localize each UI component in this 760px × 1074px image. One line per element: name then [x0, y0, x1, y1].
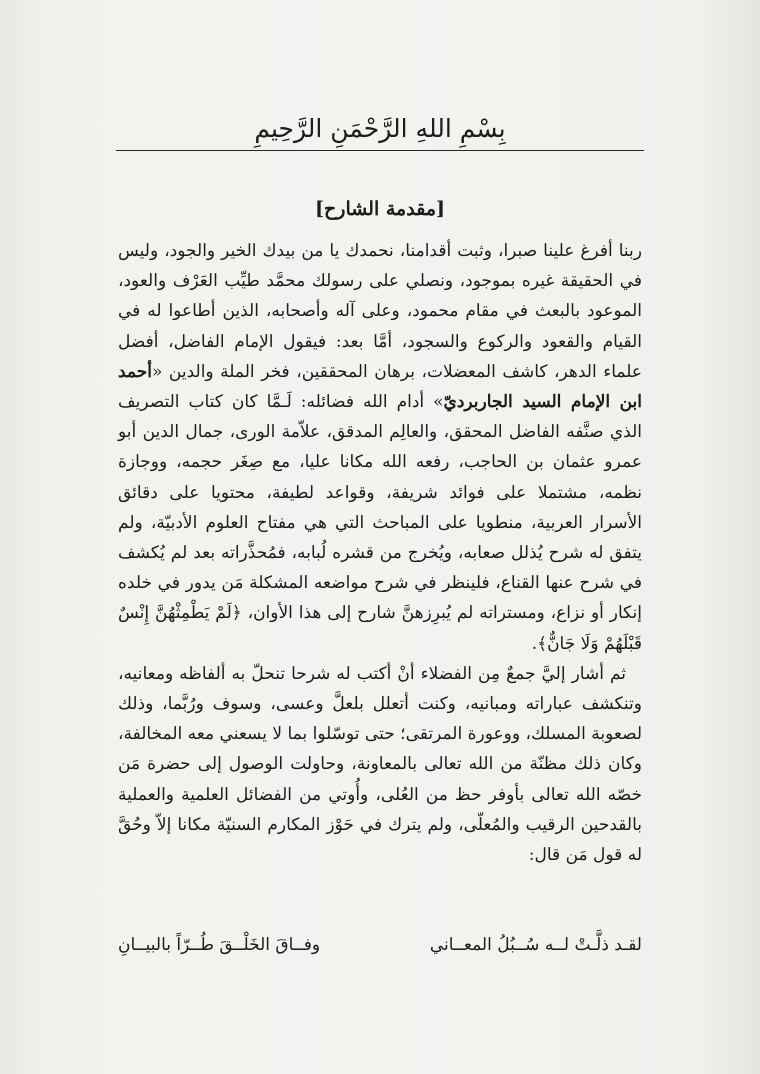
poetry-verse — [118, 930, 642, 960]
quran-quote: ﴿لَمْ يَطْمِثْهُنَّ إِنْسٌ قَبْلَهُمْ وَلَا جَانٌّ﴾ — [118, 603, 642, 654]
body-text — [118, 236, 642, 870]
header-rule — [116, 150, 644, 151]
verse-second-hemistich: وفــاقَ الخَلْــقَ طُــرّاً بالبيــانِ — [118, 935, 321, 955]
paragraph-1-part-1: ربنا أفرغ علينا صبرا، وثبت أقدامنا، نحمدك يا من بيدك الخير والجود، وليس في الحقيقة غيره بموجود، ونصلي على رسولك محمَّد طيِّب العَرْف والعود، الموعود بالبعث في مقام محمود، وعلى آله وأصحابه، الذين أطاعوا له في القيام والقعود والركوع والسجود، أمَّا بعد: فيقول الإمام الفاضل، أفضل علماء الدهر، كاشف المعضلات، برهان المحققين، فخر الملة والدين « — [118, 241, 642, 382]
author-name: أحمد ابن الإمام السيد الجاربرديّ — [118, 361, 642, 413]
paragraph-1 — [118, 236, 642, 659]
paragraph-2: ثم أشار إليَّ جمعٌ مِن الفضلاء أنْ أكتب له شرحا تنحلّ به ألفاظه ومعانيه، وتنكشف عباراته ومبانيه، وكنت أتعلل بلعلَّ وعسى، وسوف ورُبَّما، وذلك لصعوبة المسلك، ووعورة المرتقى؛ حتى توسّلوا بما لا يسعني معه المخالفة، وكان ذلك مظنّة من الله تعالى بالمعاونة، وحاولت الوصول إلى حضرة مَن خصّه الله تعالى بأوفر حظ من العُلى، وأُوتي من الفضائل العلمية والعملية بالقدحين الرقيب والمُعلّى، ولم يترك في حَوْز المكارم السنيّة مكانا إلاّ وحُقَّ له قول مَن قال: — [118, 663, 642, 866]
paragraph-1-end: . — [531, 633, 538, 654]
verse-first-hemistich: لقـد ذلَّـتْ لــه سُــبُلُ المعــاني — [429, 935, 642, 955]
paragraph-1-part-2: » أدام الله فضائله: لَـمَّا كان كتاب التصريف الذي صنَّفه الفاضل المحقق، والعالِم المدقق، علاّمة الورى، جمال الدين أبو عمرو عثمان بن الحاجب، رفعه الله مكانا عليا، مع صِغَر حجمه، ووجازة نظمه، مشتملا على فوائد شريفة، وقواعد لطيفة، محتويا على دقائق الأسرار العربية، منطويا على المباحث التي هي مفتاح العلوم الأدبيّة، ولم يتفق له شرح يُذلل صعابه، ويُخرج من قشره لُبابه، فمُحذَّراته بعد لم يُكشف في شرح عنها القناع، فلينظر في شرح مواضعه المشكلة مَن يدور في خلده إنكار أو نزاع، ومستراته لم يُبرِزهنَّ شارح إلى هذا الأوان، — [118, 392, 642, 624]
basmala: بِسْمِ اللهِ الرَّحْمَنِ الرَّحِيمِ — [254, 114, 506, 143]
section-heading: [مقدمة الشارح] — [315, 198, 445, 220]
